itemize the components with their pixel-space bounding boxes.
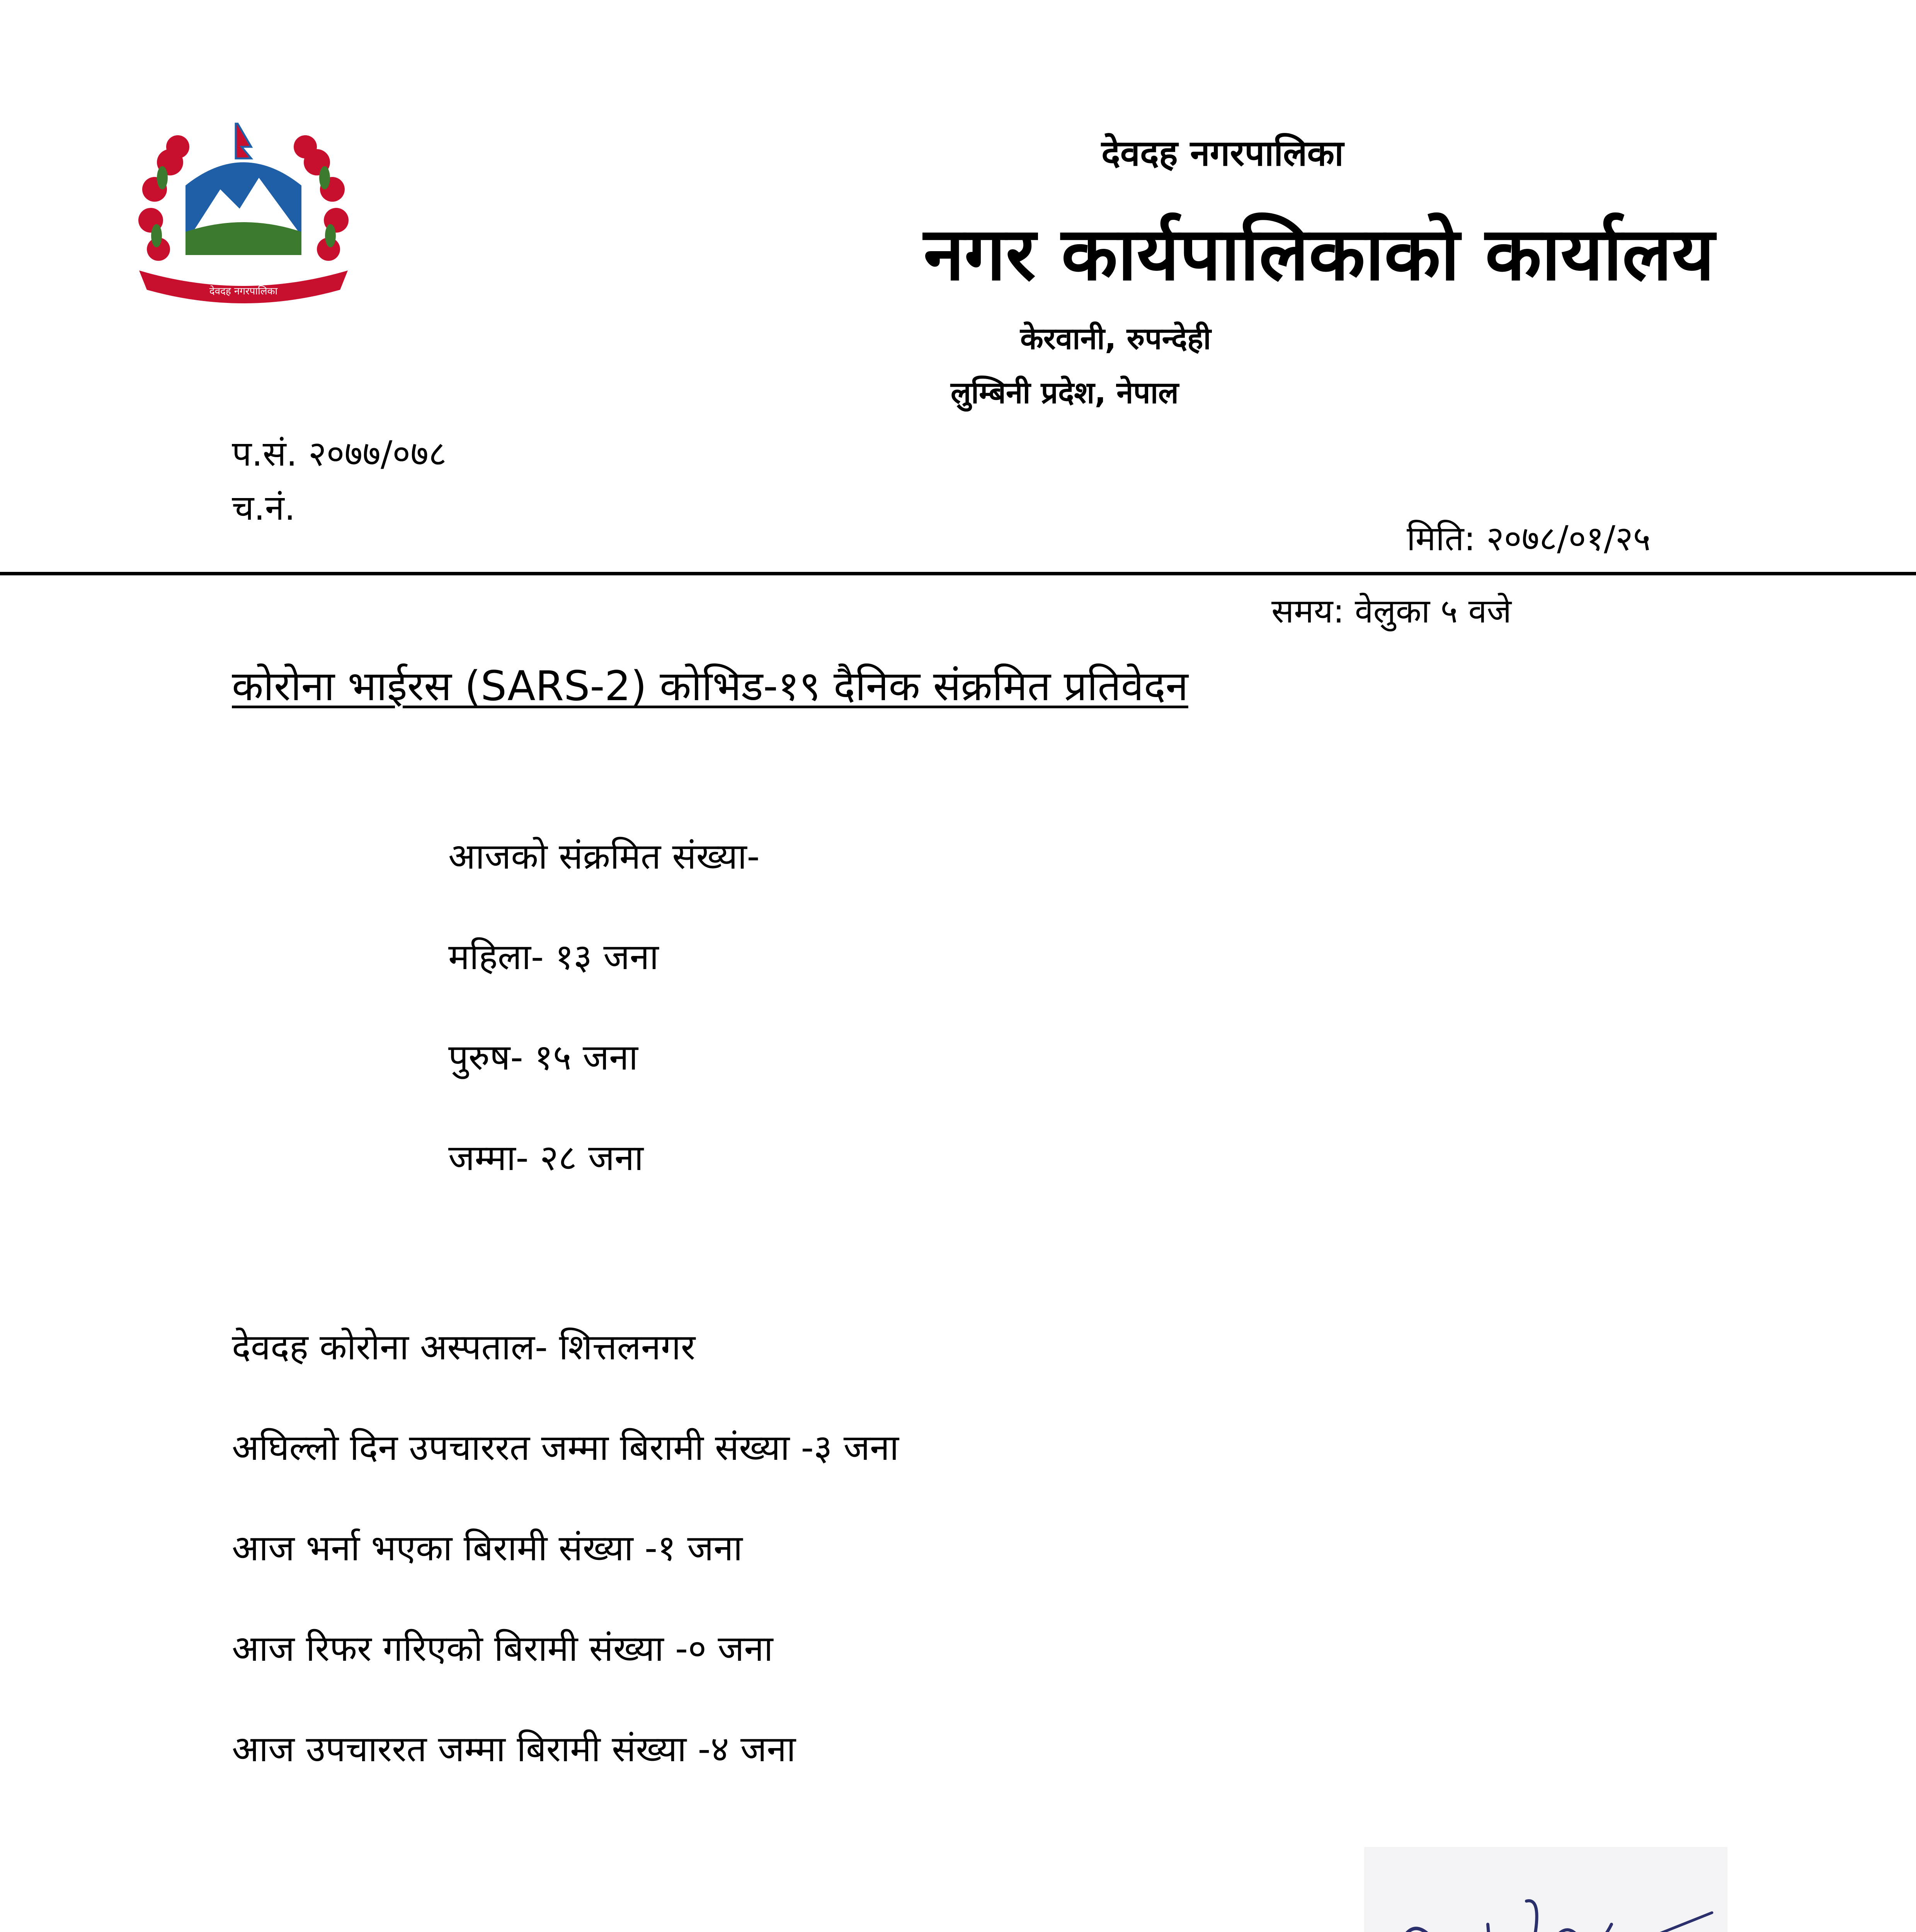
infected-total: जम्मा- २८ जना [448,1137,644,1179]
report-time: समय: वेलुका ५ वजे [1271,592,1512,631]
office-title: नगर कार्यपालिकाको कार्यालय [924,211,1715,297]
hospital-previous-day-patients: अघिल्लो दिन उपचाररत जम्मा बिरामी संख्या -३ जना [232,1427,899,1468]
letter-reference-number: प.सं. २०७७/०७८ [232,434,447,474]
dispatch-number: च.नं. [232,488,296,528]
hospital-under-treatment-today: आज उपचाररत जम्मा बिरामी संख्या -४ जना [232,1728,796,1770]
header-divider [0,572,1916,575]
todays-infected-heading: आजको संक्रमित संख्या- [448,836,760,877]
address-line-2: लुम्बिनी प्रदेश, नेपाल [951,376,1179,410]
hospital-name: देवदह कोरोना अस्पताल- शित्तलनगर [232,1327,696,1368]
municipality-emblem [124,116,363,317]
report-title: कोरोना भाईरस (SARS-2) कोभिड-१९ दैनिक संक्रमित प्रतिवेदन [232,662,1188,710]
infected-male: पुरुष- १५ जना [448,1037,638,1078]
flag-icon [236,124,251,158]
emblem-hills [185,222,301,255]
letter-date: मिति: २०७८/०१/२५ [1407,519,1651,558]
hospital-referred-today: आज रिफर गरिएको बिरामी संख्या -० जना [232,1628,773,1669]
signature [1364,1847,1727,1932]
address-line-1: केरवानी, रुपन्देही [1020,321,1211,356]
municipality-name: देवदह नगरपालिका [1101,133,1344,174]
ribbon-text: देवदह नगरपालिका [209,286,278,297]
hospital-admitted-today: आज भर्ना भएका बिरामी संख्या -१ जना [232,1527,743,1569]
infected-female: महिला- १३ जना [448,936,659,978]
